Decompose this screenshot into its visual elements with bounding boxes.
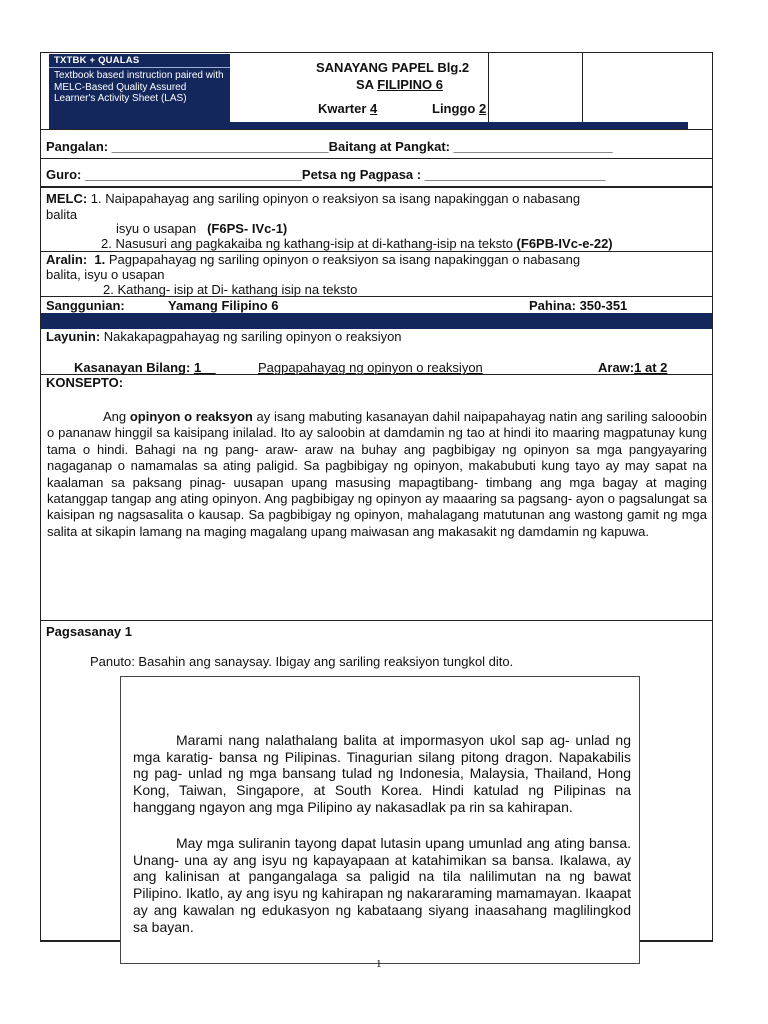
divider xyxy=(41,186,712,188)
header-divider xyxy=(488,53,489,122)
melc-item1-line2: isyu o usapan (F6PS- IVc-1) xyxy=(116,221,288,236)
aralin-item2: 2. Kathang- isip at Di- kathang isip na teksto xyxy=(103,282,358,297)
section-band xyxy=(41,313,712,329)
linggo: Linggo 2 xyxy=(432,101,487,116)
sheet-title: SANAYANG PAPEL Blg.2 xyxy=(316,60,470,75)
pangalan-field[interactable]: Pangalan: ______________________________Baitang at Pangkat: ______________________ xyxy=(46,139,613,154)
kwarter: Kwarter 4 xyxy=(318,101,378,116)
konsepto-paragraph: Ang opinyon o reaksyon ay isang mabuting kasanayan dahil naipapahayag natin ang sariling salooobin o pananaw hinggil sa kaisipang inilalad. Ito ay saloobin at damdamin ng tao at hindi ito maaring magpatunay kung tama o hindi. Bahagi na ng pang- araw- araw na buhay ang pagbibigay ng opinyon sa mga pangyayaring nagaganap o namamalas sa ating paligid. Sa pagbibigay ng opinyon, makabubuti kung tayo ay may sapat na kaalaman sa paksang pinag- uusapan upang masusing mapagtibang- timbang ang mga bagay at maging katanggap tangap ang ating opinyon. Ang pagbibigay ng opinyon ay maaaring sa pagsang- ayon o pagsalungat sa kaisipan ng nagsasalita o kausap. Sa pagbibigay ng opinyon, mahalagang matutunan ang wastong gamit ng mga salita at sikapin lamang na maging magalang upang maiwasan ang makasakit ng damdamin ng kapuwa. xyxy=(47,409,707,539)
sheet-subject: SA FILIPINO 6 xyxy=(356,77,443,92)
pagsasanay-label: Pagsasanay 1 xyxy=(46,624,133,639)
essay-paragraph-2: May mga suliranin tayong dapat lutasin upang umunlad ang ating bansa. Unang- una ay ang isyu ng kapayapaan at katahimikan sa bansa. Ikalawa, ay ang kalinisan at pangangalaga sa paligid na tila nalilimutan na ng bawat Pilipino. Ikatlo, ay ang isyu ng kahirapan ng nakararaming mamamayan. Ikaapat ay ang kawalan ng edukasyon ng kabataang siyang inaasahang maglilingkod sa bayan. xyxy=(133,835,631,935)
kasanayan-title: Pagpapahayag ng opinyon o reaksiyon xyxy=(258,360,483,375)
header-description: Textbook based instruction paired with MELC-Based Quality Assured Learner's Activity Sheet (LAS) xyxy=(54,70,224,104)
divider xyxy=(41,129,712,130)
page-number: 1 xyxy=(376,958,382,970)
konsepto-label: KONSEPTO: xyxy=(46,375,124,390)
kasanayan-bilang: Kasanayan Bilang: 1__ xyxy=(74,360,216,375)
araw: Araw:1 at 2 xyxy=(598,360,668,375)
melc-item2: 2. Nasusuri ang pagkakaiba ng kathang-isip at di-kathang-isip na teksto (F6PB-IVc-e-22) xyxy=(101,236,613,251)
header-badge xyxy=(49,54,230,122)
melc-item1-cont: balita xyxy=(46,207,78,222)
essay-box xyxy=(120,676,640,964)
header-divider xyxy=(582,53,583,122)
header-band xyxy=(49,122,688,129)
badge-divider xyxy=(49,67,230,68)
panuto: Panuto: Basahin ang sanaysay. Ibigay ang sariling reaksiyon tungkol dito. xyxy=(90,654,514,669)
divider xyxy=(41,374,712,375)
header-tag: TXTBK + QUALAS xyxy=(54,55,140,66)
divider xyxy=(41,296,712,297)
sanggunian-book: Yamang Filipino 6 xyxy=(168,298,279,313)
sanggunian-label: Sanggunian: xyxy=(46,298,125,313)
melc-item1: MELC: 1. Naipapahayag ang sariling opinyon o reaksiyon sa isang napakinggan o nabasang xyxy=(46,191,581,206)
divider xyxy=(41,620,712,621)
divider xyxy=(41,158,712,159)
guro-field[interactable]: Guro: ______________________________Petsa ng Pagpasa : _________________________ xyxy=(46,167,606,182)
essay-paragraph-1: Marami nang nalathalang balita at impormasyon ukol sap ag- unlad ng mga karatig- bansa ng Pilipinas. Tinagurian silang pitong dragon. Napakabilis ng pag- unlad ng mga bansang tulad ng Indonesia, Malaysia, Thailand, Hong Kong, Taiwan, Singapore, at South Korea. Hindi katulad ng Pilipinas na hanggang ngayon ang mga Pilipino ay nakasadlak pa rin sa kahirapan. xyxy=(133,732,631,815)
aralin-item1-cont: balita, isyu o usapan xyxy=(46,267,165,282)
layunin: Layunin: Nakakapagpahayag ng sariling opinyon o reaksiyon xyxy=(46,329,402,344)
aralin-item1: Aralin: 1. Pagpapahayag ng sariling opinyon o reaksiyon sa isang napakinggan o nabasang xyxy=(46,252,581,267)
sanggunian-pahina: Pahina: 350-351 xyxy=(529,298,628,313)
